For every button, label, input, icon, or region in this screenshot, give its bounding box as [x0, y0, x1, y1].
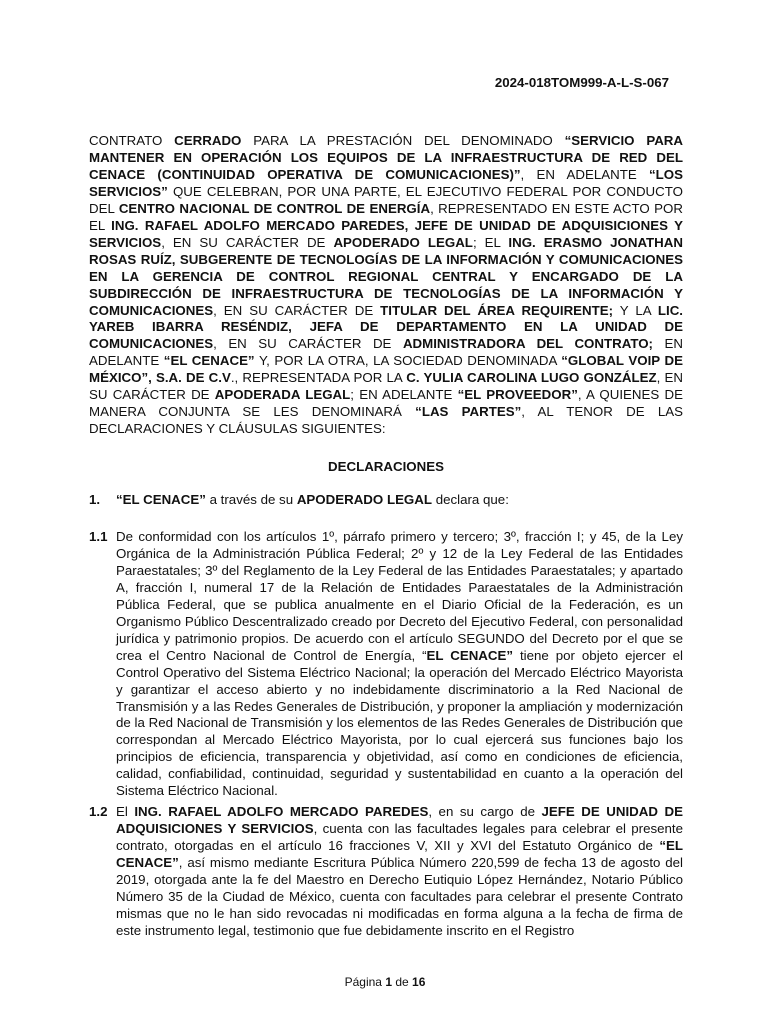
text-run: ; EL	[472, 234, 509, 250]
text-run: , en su cargo de	[428, 804, 542, 819]
footer-prefix: Página	[344, 975, 386, 989]
text-run: , REPRESENTADO EN ESTE ACTO POR EL	[89, 200, 683, 233]
bold-text-run: APODERADA LEGAL	[214, 387, 351, 403]
text-run: QUE CELEBRAN, POR UNA PARTE, EL EJECUTIVO FEDERAL POR CONDUCTO DEL	[89, 183, 683, 216]
text-run: EN ADELANTE	[89, 336, 683, 369]
bold-text-run: C. YULIA CAROLINA LUGO GONZÁLEZ	[406, 370, 657, 386]
bold-text-run: “EL CENACE”	[116, 492, 206, 507]
text-run: ., REPRESENTADA POR LA	[230, 370, 407, 386]
section-1-text	[116, 492, 509, 507]
text-run: , EN ADELANTE	[520, 166, 650, 182]
bold-text-run: ING. RAFAEL ADOLFO MERCADO PAREDES, JEFE DE UNIDAD DE ADQUISICIONES Y SERVICIOS	[89, 217, 684, 250]
contract-intro-paragraph	[89, 133, 683, 438]
text-run: El	[116, 804, 135, 819]
bold-text-run: APODERADO LEGAL	[333, 234, 473, 250]
text-run: , EN SU CARÁCTER DE	[161, 234, 334, 250]
bold-text-run: LIC. YAREB IBARRA RESÉNDIZ, JEFA DE DEPARTAMENTO EN LA UNIDAD DE COMUNICACIONES	[89, 302, 683, 352]
page-footer	[0, 975, 770, 989]
bold-text-run: CENTRO NACIONAL DE CONTROL DE ENERGÍA	[118, 200, 431, 216]
text-run: Y, POR LA OTRA, LA SOCIEDAD DENOMINADA	[254, 353, 562, 369]
bold-text-run: ING. ERASMO JONATHAN ROSAS RUÍZ, SUBGERENTE DE TECNOLOGÍAS DE LA INFORMACIÓN Y COMUNICACIONES EN LA GERENCIA DE CONTROL REGIONAL CENTRAL Y ENCARGADO DE LA SUBDIRECCIÓN DE INFRAESTRUCTURA DE TECNOLOGÍAS DE LA INFORMACIÓN Y COMUNICACIONES	[89, 234, 683, 318]
bold-text-run: “EL PROVEEDOR”	[457, 387, 578, 403]
text-run: , A QUIENES DE MANERA CONJUNTA SE LES DENOMINARÁ	[89, 387, 683, 420]
text-run: , EN SU CARÁCTER DE	[89, 370, 683, 403]
text-run: PARA LA PRESTACIÓN DEL DENOMINADO	[241, 133, 565, 148]
bold-text-run: APODERADO LEGAL	[296, 492, 433, 507]
document-id: 2024-018TOM999-A-L-S-067	[494, 75, 669, 90]
clause-1-1	[89, 529, 683, 800]
text-run: , así mismo mediante Escritura Pública Número 220,599 de fecha 13 de agosto del 2019, otorgada ante la fe del Maestro en Derecho Eutiquio López Hernández, Notario Público Número 35 de la Ciudad de México, cuenta con facultades para celebrar el presente Contrato mismas que no le han sido revocadas ni modificadas en forma alguna a la fecha de firma de este instrumento legal, testimonio que fue debidamente inscrito en el Registro	[116, 854, 683, 938]
text-run: CONTRATO	[89, 133, 175, 148]
clause-1-2	[89, 804, 683, 940]
text-run: De conformidad con los artículos 1º, párrafo primero y tercero; 3º, fracción I; y 45, de la Ley Orgánica de la Administración Pública Federal; 2º y 12 de la Ley Federal de las Entidades Paraestatales; 3º del Reglamento de la Ley Federal de las Entidades Paraestatales; y apartado A, fracción I, numeral 17 de la Relación de Entidades Paraestatales de la Administración Pública Federal, que se publica anualmente en el Diario Oficial de la Federación, es un Organismo Público Descentralizado creado por Decreto del Ejecutivo Federal, con personalidad jurídica y patrimonio propios. De acuerdo con el artículo SEGUNDO del Decreto por el que se crea el Centro Nacional de Control de Energía, “	[116, 529, 683, 663]
text-run: a través de su	[205, 492, 297, 507]
footer-page-number: 1	[385, 975, 392, 989]
clause-1-1-text	[116, 529, 683, 800]
clause-1-2-text	[116, 804, 683, 940]
bold-text-run: “SERVICIO PARA MANTENER EN OPERACIÓN LOS EQUIPOS DE LA INFRAESTRUCTURA DE RED DEL CENACE (CONTINUIDAD OPERATIVA DE COMUNICACIONES)”	[89, 133, 684, 182]
bold-text-run: ING. RAFAEL ADOLFO MERCADO PAREDES	[134, 804, 429, 819]
text-run: , EN SU CARÁCTER DE	[213, 336, 403, 352]
text-run: tiene por objeto ejercer el Control Operativo del Sistema Eléctrico Nacional; la operación del Mercado Eléctrico Mayorista y garantizar el acceso abierto y no indebidamente discriminatorio a la Red Nacional de Transmisión y a las Redes Generales de Distribución, y proponer la ampliación y modernización de la Red Nacional de Transmisión y los elementos de las Redes Generales de Distribución que correspondan al Mercado Eléctrico Mayorista, por lo cual ejercerá sus funciones bajo los principios de eficiencia, transparencia y objetividad, así como en condiciones de eficiencia, calidad, confiabilidad, continuidad, seguridad y sustentabilidad en cuanto a la operación del Sistema Eléctrico Nacional.	[116, 647, 684, 799]
text-run: , cuenta con las facultades legales para celebrar el presente contrato, otorgadas en el artículo 16 fracciones V, XII y XVI del Estatuto Orgánico de	[116, 820, 683, 853]
bold-text-run: “LAS PARTES”	[415, 404, 522, 420]
bold-text-run: EL CENACE”	[426, 647, 514, 663]
declarations-heading: DECLARACIONES	[328, 459, 444, 474]
bold-text-run: “EL CENACE”	[163, 353, 255, 369]
bold-text-run: TITULAR DEL ÁREA REQUIRENTE;	[380, 302, 614, 318]
text-run: Y LA	[613, 302, 658, 318]
clause-1-1-number: 1.1	[89, 529, 108, 544]
bold-text-run: CERRADO	[174, 133, 242, 148]
clause-1-2-number: 1.2	[89, 804, 108, 819]
bold-text-run: “GLOBAL VOIP DE MÉXICO”, S.A. DE C.V	[89, 353, 683, 386]
footer-page-total: 16	[412, 975, 426, 989]
text-run: declara que:	[432, 492, 509, 507]
footer-middle: de	[392, 975, 413, 989]
text-run: ; EN ADELANTE	[350, 387, 458, 403]
text-run: , AL TENOR DE LAS DECLARACIONES Y CLÁUSULAS SIGUIENTES:	[89, 404, 683, 437]
section-1-number: 1.	[89, 492, 101, 507]
text-run: , EN SU CARÁCTER DE	[213, 302, 381, 318]
bold-text-run: “LOS SERVICIOS”	[89, 166, 684, 199]
bold-text-run: “EL CENACE”	[116, 837, 683, 870]
bold-text-run: JEFE DE UNIDAD DE ADQUISICIONES Y SERVICIOS	[116, 804, 683, 836]
bold-text-run: ADMINISTRADORA DEL CONTRATO;	[402, 336, 653, 352]
